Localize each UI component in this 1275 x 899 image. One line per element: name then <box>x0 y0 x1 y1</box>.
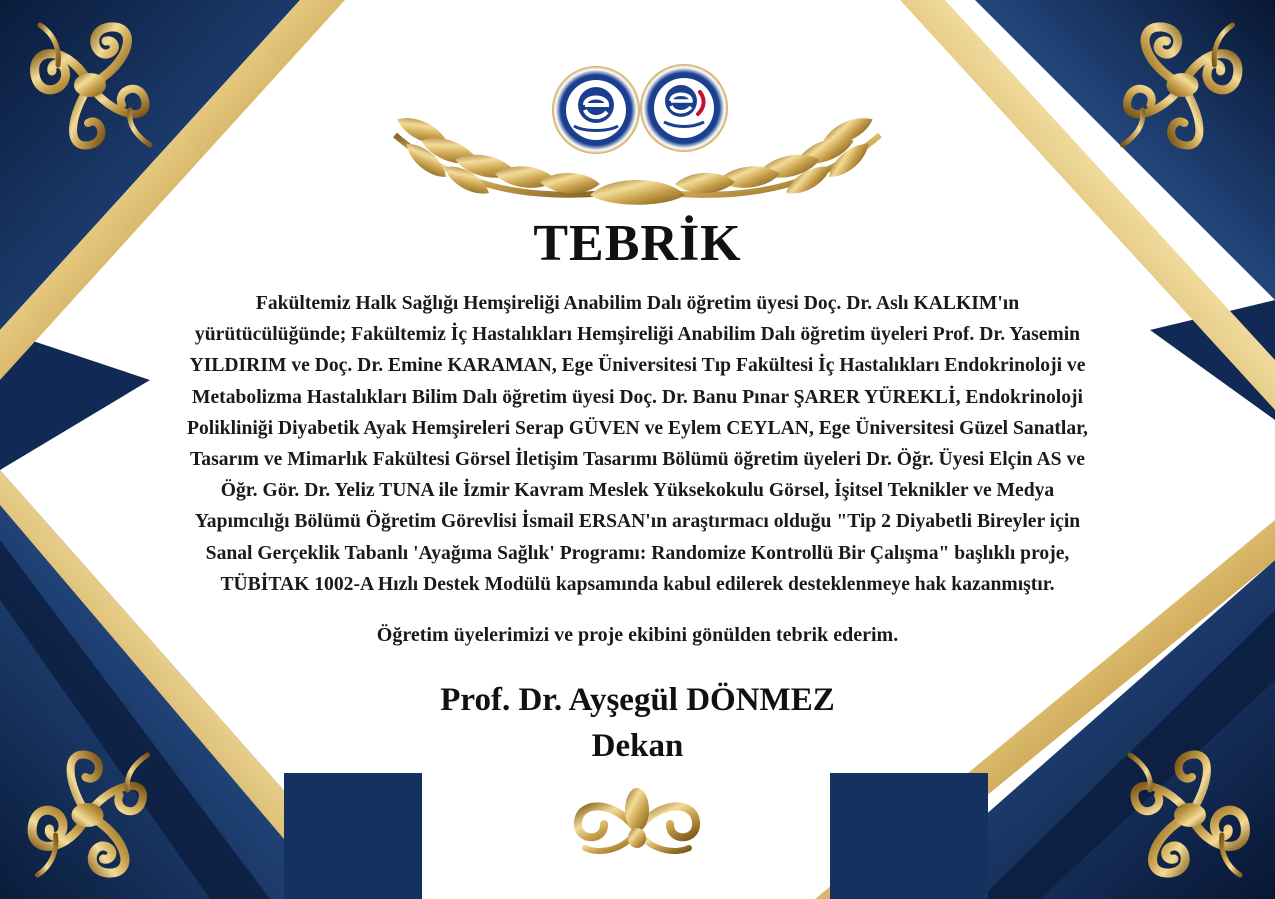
body-line: yürütücülüğünde; Fakültemiz İç Hastalıkları Hemşireliği Anabilim Dalı öğretim üyeleri Prof. Dr. Yasemin <box>194 324 1081 346</box>
closing-statement: Öğretim üyelerimizi ve proje ekibini gönülden tebrik ederim. <box>376 624 899 646</box>
signer-name: Prof. Dr. Ayşegül DÖNMEZ <box>440 682 835 718</box>
body-line: Polikliniği Diyabetik Ayak Hemşireleri Serap GÜVEN ve Eylem CEYLAN, Ege Üniversitesi Güzel Sanatlar, <box>187 417 1088 439</box>
certificate-body <box>70 288 1205 600</box>
signer-role: Dekan <box>591 728 684 764</box>
body-line: Sanal Gerçeklik Tabanlı 'Ayağıma Sağlık' Programı: Randomize Kontrollü Bir Çalışma" başlıklı proje, <box>205 542 1070 564</box>
body-line: Fakültemiz Halk Sağlığı Hemşireliği Anabilim Dalı öğretim üyesi Doç. Dr. Aslı KALKIM'ın <box>255 293 1020 314</box>
body-line: Metabolizma Hastalıkları Bilim Dalı öğretim üyesi Doç. Dr. Banu Pınar ŞARER YÜREKLİ, Endokrinoloji <box>191 386 1084 408</box>
certificate-title: TEBRİK <box>533 215 742 272</box>
body-line: Tasarım ve Mimarlık Fakültesi Görsel İletişim Tasarımı Bölümü öğretim üyeleri Dr. Öğr. Üyesi Elçin AS ve <box>190 449 1085 471</box>
body-line: TÜBİTAK 1002-A Hızlı Destek Modülü kapsamında kabul edilerek desteklenmeye hak kazanmıştır. <box>220 573 1055 595</box>
body-line: Öğr. Gör. Dr. Yeliz TUNA ile İzmir Kavram Meslek Yüksekokulu Görsel, İşitsel Teknikler ve Medya <box>220 480 1055 502</box>
body-line: Yapımcılığı Bölümü Öğretim Görevlisi İsmail ERSAN'ın araştırmacı olduğu "Tip 2 Diyabetli Bireyler için <box>194 511 1081 533</box>
body-line: YILDIRIM ve Doç. Dr. Emine KARAMAN, Ege Üniversitesi Tıp Fakültesi İç Hastalıkları Endokrinoloji ve <box>189 355 1086 377</box>
